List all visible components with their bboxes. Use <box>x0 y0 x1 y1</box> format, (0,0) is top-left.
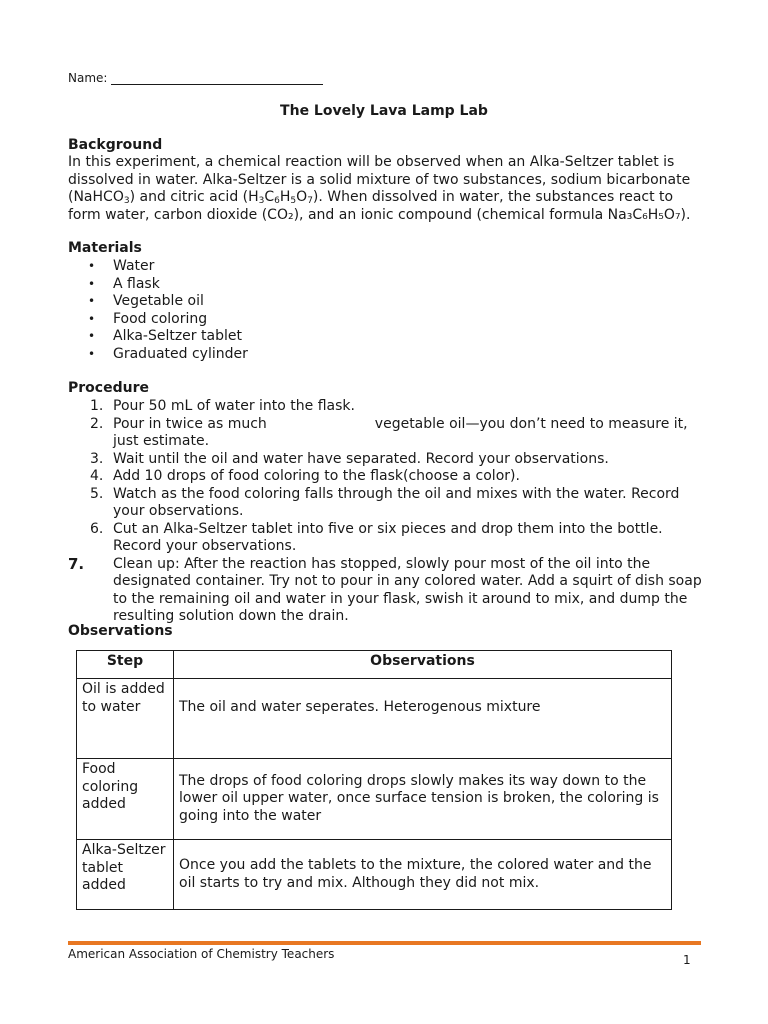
list-item: • A flask <box>68 276 248 294</box>
observations-table <box>76 650 672 910</box>
table-row <box>77 679 672 759</box>
table-header-row <box>77 651 672 679</box>
name-label: Name: <box>68 71 108 85</box>
background-paragraph: In this experiment, a chemical reaction will be observed when an Alka-Seltzer tablet is dissolved in water. Alka-Seltzer is a solid mixture of two substances, sodium bicarbonate (NaHCO$_3$) and citric acid $(H_3C_6H_5O_7)$. When dissolved in water, the substances react to form water, carbon dioxide (CO₂), and an ionic compound (chemical formula Na₃C₆H₅O₇). <box>68 154 691 223</box>
procedure-step: 3. Wait until the oil and water have separated. Record your observations. <box>90 450 609 467</box>
step-cell: Oil is added to water <box>77 679 174 759</box>
table-row <box>77 759 672 840</box>
page-title: The Lovely Lava Lamp Lab <box>280 103 488 119</box>
procedure-step: 6. Cut an Alka-Seltzer tablet into five or six pieces and drop them into the bottle. Record your observations. <box>90 520 663 554</box>
procedure-list <box>68 398 708 626</box>
list-item: • Alka-Seltzer tablet <box>68 328 248 346</box>
column-header-step: Step <box>77 651 174 679</box>
step-cell: Food coloring added <box>77 759 174 840</box>
list-item: • Water <box>68 258 248 276</box>
materials-heading: Materials <box>68 240 142 256</box>
page-number: 1 <box>683 953 691 967</box>
background-heading: Background <box>68 137 163 153</box>
procedure-step: 1. Pour 50 mL of water into the flask. <box>90 398 355 414</box>
procedure-step: 2. Pour in twice as much vegetable oil—you don’t need to measure it, just estimate. <box>90 415 688 449</box>
list-item: • Vegetable oil <box>68 293 248 311</box>
observation-cell: The drops of food coloring drops slowly makes its way down to the lower oil upper water, once surface tension is broken, the coloring is going into the water <box>174 759 672 840</box>
name-blank-line <box>111 74 323 85</box>
list-item: • Graduated cylinder <box>68 346 248 364</box>
name-field <box>68 71 323 85</box>
procedure-step: 7. Clean up: After the reaction has stopped, slowly pour most of the oil into the designated container. Try not to pour in any colored water. Add a squirt of dish soap to the remaining oil and water in your flask, swish it around to mix, and dump the resulting solution down the drain. <box>68 554 702 624</box>
footer-divider <box>68 941 701 945</box>
materials-list <box>68 258 248 363</box>
observation-cell: The oil and water seperates. Heterogenous mixture <box>174 679 672 759</box>
observations-heading: Observations <box>68 623 173 639</box>
table-row <box>77 840 672 910</box>
procedure-heading: Procedure <box>68 380 149 396</box>
procedure-step: 5. Watch as the food coloring falls through the oil and mixes with the water. Record your observations. <box>90 485 680 519</box>
step-cell: Alka-Seltzer tablet added <box>77 840 174 910</box>
procedure-step: 4. Add 10 drops of food coloring to the flask(choose a color). <box>90 468 520 484</box>
observation-cell: Once you add the tablets to the mixture, the colored water and the oil starts to try and mix. Although they did not mix. <box>174 840 672 910</box>
column-header-observations: Observations <box>174 651 672 679</box>
footer-organization: American Association of Chemistry Teachers <box>68 947 335 961</box>
list-item: • Food coloring <box>68 311 248 329</box>
